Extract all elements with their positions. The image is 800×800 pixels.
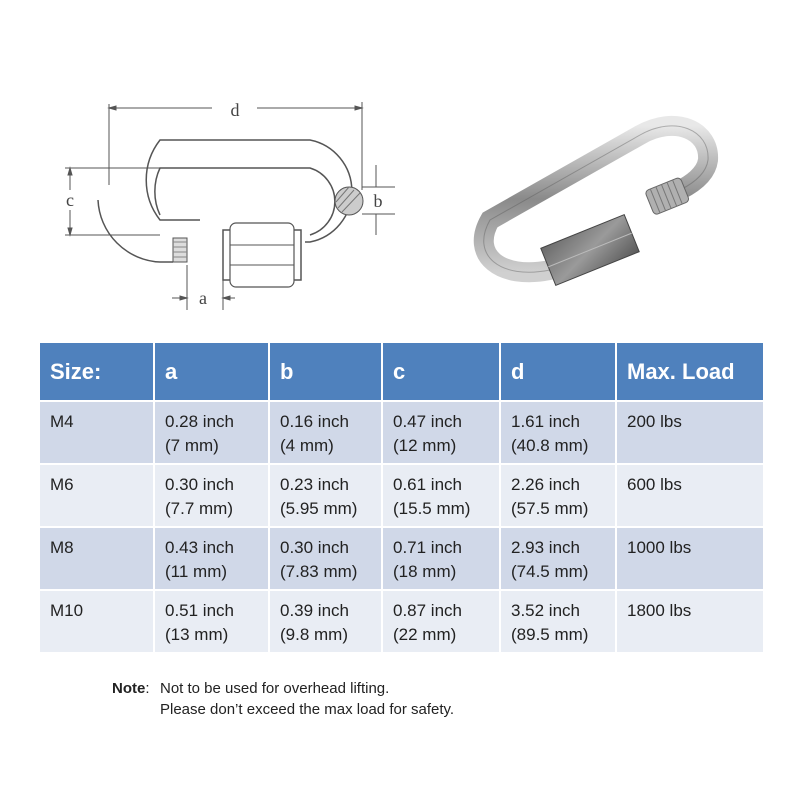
cell-a: 0.30 inch (7.7 mm) [155,465,268,526]
cell-max-load: 1800 lbs [617,591,763,652]
cell-b: 0.39 inch (9.8 mm) [270,591,381,652]
cell-a: 0.43 inch (11 mm) [155,528,268,589]
cell-size: M4 [40,402,153,463]
header-a: a [155,343,268,400]
table-header-row [40,343,763,400]
cell-max-load: 200 lbs [617,402,763,463]
cell-max-load: 600 lbs [617,465,763,526]
note-line-1: Not to be used for overhead lifting. [160,680,390,697]
header-size: Size: [40,343,153,400]
cell-d: 2.93 inch (74.5 mm) [501,528,615,589]
cell-max-load: 1000 lbs [617,528,763,589]
cell-b: 0.30 inch (7.83 mm) [270,528,381,589]
header-d: d [501,343,615,400]
table-row [40,591,763,652]
label-a: a [199,288,207,308]
size-spec-table [38,341,765,654]
product-photo [440,90,770,310]
header-b: b [270,343,381,400]
cell-c: 0.71 inch (18 mm) [383,528,499,589]
dimension-diagram [40,80,400,310]
cell-d: 3.52 inch (89.5 mm) [501,591,615,652]
label-d: d [230,100,240,120]
cell-size: M6 [40,465,153,526]
safety-note [112,678,454,720]
cell-a: 0.28 inch (7 mm) [155,402,268,463]
note-line-2: Please don’t exceed the max load for safety. [160,701,455,718]
header-c: c [383,343,499,400]
table-row [40,528,763,589]
table-row [40,465,763,526]
note-label: Note: [112,680,150,697]
label-c: c [66,190,74,210]
cell-c: 0.61 inch (15.5 mm) [383,465,499,526]
table-row [40,402,763,463]
cell-d: 2.26 inch (57.5 mm) [501,465,615,526]
cell-b: 0.16 inch (4 mm) [270,402,381,463]
cell-size: M8 [40,528,153,589]
cell-a: 0.51 inch (13 mm) [155,591,268,652]
header-max-load: Max. Load [617,343,763,400]
cell-c: 0.47 inch (12 mm) [383,402,499,463]
cell-b: 0.23 inch (5.95 mm) [270,465,381,526]
cell-size: M10 [40,591,153,652]
cell-d: 1.61 inch (40.8 mm) [501,402,615,463]
cell-c: 0.87 inch (22 mm) [383,591,499,652]
label-b: b [373,191,383,211]
